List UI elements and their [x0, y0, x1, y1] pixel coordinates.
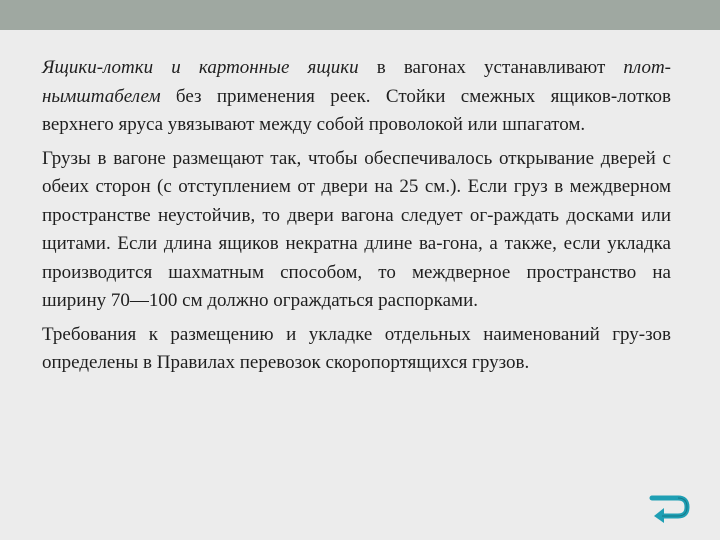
paragraph-3: Требования к размещению и укладке отдельных наименований гру-зов определены в Правилах перевозок скоропортящихся грузов. — [42, 323, 671, 373]
paragraph-1-text-2: без применения реек. Стойки смежных ящиков-лотков верхнего яруса увязывают между собой проволокой или шпагатом. — [42, 85, 671, 135]
return-arrow-svg — [648, 492, 690, 526]
paragraph-2: Грузы в вагоне размещают так, чтобы обеспечивалось открывание дверей с обеих сторон (с отступлением от двери на 25 см.). Если груз в междверном пространстве неустойчив, то двери вагона следует ог-раждать досками или щитами. Если длина ящиков некратна длине ва-гона, а также, если укладка производится шахматным способом, то междверное пространство на ширину 70—100 см должно ограждаться распорками. — [42, 147, 671, 311]
paragraph-1-text-1: в вагонах устанавливают — [358, 57, 624, 78]
return-arrow-icon[interactable] — [648, 492, 690, 526]
top-bar — [0, 0, 720, 30]
italic-term-2: плот-нымштабелем — [42, 57, 671, 107]
paragraph-1 — [42, 54, 671, 140]
italic-term-1: Ящики-лотки и картонные ящики — [42, 57, 359, 78]
slide-body — [42, 54, 671, 383]
